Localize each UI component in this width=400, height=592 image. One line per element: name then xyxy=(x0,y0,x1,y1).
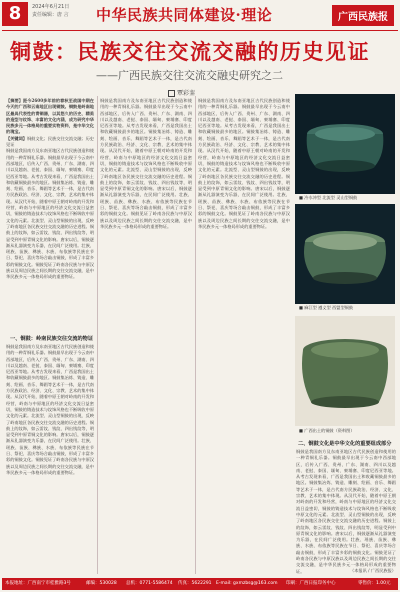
body-paragraph: 铜鼓是我国南方及东南亚地区古代民族创造和使用的一种青铜礼乐器。铜鼓最早出现于今云南中西部地区，后传入广西、贵州、广东、湖南、四川以及越南、老挝、泰国、缅甸、柬埔寨、印度尼西亚等地。从考古发现来看，广西是我国出土和收藏铜鼓最多的地区。铜鼓集冶炼、铸造、雕刻、绘画、音乐、舞蹈等艺术于一体，是古代南方民族政治、经济、文化、宗教、艺术的集中体现。从汉代开始，随着中原王朝对岭南的开发和经营，岭南与中原地区的经济文化交流日益密切，铜鼓的铸造技术与纹饰风格也不断吸收中原文化的元素。北流型、灵山型铜鼓的出现，反映了岭南地区各民族交往交流交融的历史进程。铜鼓上的纹饰，如云雷纹、钱纹、四出钱纹等，明显受到中原青铜文化的影响。唐宋以后，铜鼓逐渐从礼器演变为乐器，在民间广泛使用。壮族、瑶族、苗族、彝族、水族、布依族等民族在节日、祭祀、喜庆等场合敲击铜鼓，形成了丰富多彩的铜鼓文化。铜鼓见证了岭南各民族与中原汉族以及周边民族之间长期的交往交流交融，是中华民族多元一体格局形成的重要物证。 xyxy=(6,148,94,280)
subtitle: ——广西民族交往交流交融史研究之二 xyxy=(96,69,283,82)
keywords-paragraph xyxy=(6,136,94,149)
footer-address: 本报地址：广西南宁市桂雅路3号 xyxy=(5,581,71,586)
end-note: （本报讯 / 广西民族报） xyxy=(350,568,396,573)
article-column-2 xyxy=(100,98,192,574)
headline: 铜鼓：民族交往交流交融的历史见证 xyxy=(10,40,370,64)
bronze-drum-image xyxy=(295,204,395,304)
bronze-drum-image xyxy=(295,316,395,426)
photo-column xyxy=(295,94,395,436)
issue-date: 2024年6月21日 xyxy=(32,4,70,10)
lede-label: 【摘要】 xyxy=(6,98,23,103)
header-rule xyxy=(2,30,398,31)
lede-paragraph xyxy=(6,98,94,136)
column-divider xyxy=(97,96,98,574)
photo-caption: ■ 冷水冲型 北流型 灵山型铜鼓 xyxy=(299,195,358,200)
section-heading-one: 一、铜鼓：岭南民族交往交流的物证 xyxy=(10,336,94,342)
footer-postcode: 邮编：530028 xyxy=(86,581,117,586)
article-column-3 xyxy=(198,98,290,574)
footer-email: E-mail: gxmzbsg@163.com xyxy=(216,581,278,586)
footer-bar xyxy=(2,578,398,590)
masthead xyxy=(0,0,400,30)
article-column-1 xyxy=(6,98,94,332)
section-title: 中华民族共同体建设·理论 xyxy=(96,6,273,24)
photo-caption: ■ 广西出土的铜鼓（资料图） xyxy=(299,428,355,433)
editor-credit: 责任编辑：唐 言 xyxy=(32,12,69,18)
body-paragraph: 铜鼓是我国南方及东南亚地区古代民族创造和使用的一种青铜礼乐器。铜鼓最早出现于今云南中西部地区，后传入广西、贵州、广东、湖南、四川以及越南、老挝、泰国、缅甸、柬埔寨、印度尼西亚等地。从考古发现来看，广西是我国出土和收藏铜鼓最多的地区。铜鼓集冶炼、铸造、雕刻、绘画、音乐、舞蹈等艺术于一体，是古代南方民族政治、经济、文化、宗教、艺术的集中体现。从汉代开始，随着中原王朝对岭南的开发和经营，岭南与中原地区的经济文化交流日益密切，铜鼓的铸造技术与纹饰风格也不断吸收中原文化的元素。北流型、灵山型铜鼓的出现，反映了岭南地区各民族交往交流交融的历史进程。铜鼓上的纹饰，如云雷纹、钱纹、四出钱纹等，明显受到中原青铜文化的影响。唐宋以后，铜鼓逐渐从礼器演变为乐器，在民间广泛使用。壮族、瑶族、苗族、彝族、水族、布依族等民族在节日、祭祀、喜庆等场合敲击铜鼓，形成了丰富多彩的铜鼓文化。铜鼓见证了岭南各民族与中原汉族以及周边民族之间长期的交往交流交融，是中华民族多元一体格局形成的重要物证。 xyxy=(6,344,94,475)
section-heading-two: 二、铜鼓文化是中华文化的重要组成部分 xyxy=(298,441,392,447)
keywords-label: 【关键词】 xyxy=(6,135,27,141)
photo-caption: ■ 麻江型 遵义型 西盟型铜鼓 xyxy=(299,305,354,310)
keywords-text: 铜鼓文化；民族交往交流交融；历史见证 xyxy=(6,135,94,148)
lede-text: 距今2600多年前的春秋至战国中期在今天的广西和云南地区出现铜鼓。铜鼓是岭南地区最具代表性的青铜器，以其悠久的历史、精美的造型与纹饰、丰富的文化内涵，成为研究中华民族多元一体格局的重要实物资料，是中华文化的瑰宝。 xyxy=(6,98,94,135)
author-box-icon xyxy=(168,90,175,97)
paper-name-badge: 广西民族报 xyxy=(332,5,394,26)
author-name: 覃彩銮 xyxy=(177,90,196,97)
body-paragraph: 铜鼓是我国南方及东南亚地区古代民族创造和使用的一种青铜礼乐器。铜鼓最早出现于今云南中西部地区，后传入广西、贵州、广东、湖南、四川以及越南、老挝、泰国、缅甸、柬埔寨、印度尼西亚等地。从考古发现来看，广西是我国出土和收藏铜鼓最多的地区。铜鼓集冶炼、铸造、雕刻、绘画、音乐、舞蹈等艺术于一体，是古代南方民族政治、经济、文化、宗教、艺术的集中体现。从汉代开始，随着中原王朝对岭南的开发和经营，岭南与中原地区的经济文化交流日益密切，铜鼓的铸造技术与纹饰风格也不断吸收中原文化的元素。北流型、灵山型铜鼓的出现，反映了岭南地区各民族交往交流交融的历史进程。铜鼓上的纹饰，如云雷纹、钱纹、四出钱纹等，明显受到中原青铜文化的影响。唐宋以后，铜鼓逐渐从礼器演变为乐器，在民间广泛使用。壮族、瑶族、苗族、彝族、水族、布依族等民族在节日、祭祀、喜庆等场合敲击铜鼓，形成了丰富多彩的铜鼓文化。铜鼓见证了岭南各民族与中原汉族以及周边民族之间长期的交往交流交融，是中华民族多元一体格局形成的重要物证。 xyxy=(100,98,192,229)
footer-phone: 总机：0771-5586474 xyxy=(126,581,173,586)
author-line xyxy=(168,88,195,97)
page-number: 8 xyxy=(2,2,28,26)
bronze-drum-image xyxy=(295,94,395,194)
body-paragraph: 铜鼓是我国南方及东南亚地区古代民族创造和使用的一种青铜礼乐器。铜鼓最早出现于今云南中西部地区，后传入广西、贵州、广东、湖南、四川以及越南、老挝、泰国、缅甸、柬埔寨、印度尼西亚等地。从考古发现来看，广西是我国出土和收藏铜鼓最多的地区。铜鼓集冶炼、铸造、雕刻、绘画、音乐、舞蹈等艺术于一体，是古代南方民族政治、经济、文化、宗教、艺术的集中体现。从汉代开始，随着中原王朝对岭南的开发和经营，岭南与中原地区的经济文化交流日益密切，铜鼓的铸造技术与纹饰风格也不断吸收中原文化的元素。北流型、灵山型铜鼓的出现，反映了岭南地区各民族交往交流交融的历史进程。铜鼓上的纹饰，如云雷纹、钱纹、四出钱纹等，明显受到中原青铜文化的影响。唐宋以后，铜鼓逐渐从礼器演变为乐器，在民间广泛使用。壮族、瑶族、苗族、彝族、水族、布依族等民族在节日、祭祀、喜庆等场合敲击铜鼓，形成了丰富多彩的铜鼓文化。铜鼓见证了岭南各民族与中原汉族以及周边民族之间长期的交往交流交融，是中华民族多元一体格局形成的重要物证。 xyxy=(296,449,396,574)
column-divider xyxy=(195,96,196,574)
article-column-1-lower xyxy=(6,344,94,574)
footer-print: 印刷：广西日报印务中心 xyxy=(286,581,336,586)
footer-fax: 传真：5622291 xyxy=(178,581,212,586)
body-paragraph: 铜鼓是我国南方及东南亚地区古代民族创造和使用的一种青铜礼乐器。铜鼓最早出现于今云南中西部地区，后传入广西、贵州、广东、湖南、四川以及越南、老挝、泰国、缅甸、柬埔寨、印度尼西亚等地。从考古发现来看，广西是我国出土和收藏铜鼓最多的地区。铜鼓集冶炼、铸造、雕刻、绘画、音乐、舞蹈等艺术于一体，是古代南方民族政治、经济、文化、宗教、艺术的集中体现。从汉代开始，随着中原王朝对岭南的开发和经营，岭南与中原地区的经济文化交流日益密切，铜鼓的铸造技术与纹饰风格也不断吸收中原文化的元素。北流型、灵山型铜鼓的出现，反映了岭南地区各民族交往交流交融的历史进程。铜鼓上的纹饰，如云雷纹、钱纹、四出钱纹等，明显受到中原青铜文化的影响。唐宋以后，铜鼓逐渐从礼器演变为乐器，在民间广泛使用。壮族、瑶族、苗族、彝族、水族、布依族等民族在节日、祭祀、喜庆等场合敲击铜鼓，形成了丰富多彩的铜鼓文化。铜鼓见证了岭南各民族与中原汉族以及周边民族之间长期的交往交流交融，是中华民族多元一体格局形成的重要物证。 xyxy=(198,98,290,229)
footer-price: 零售价：1.00元 xyxy=(358,581,391,586)
